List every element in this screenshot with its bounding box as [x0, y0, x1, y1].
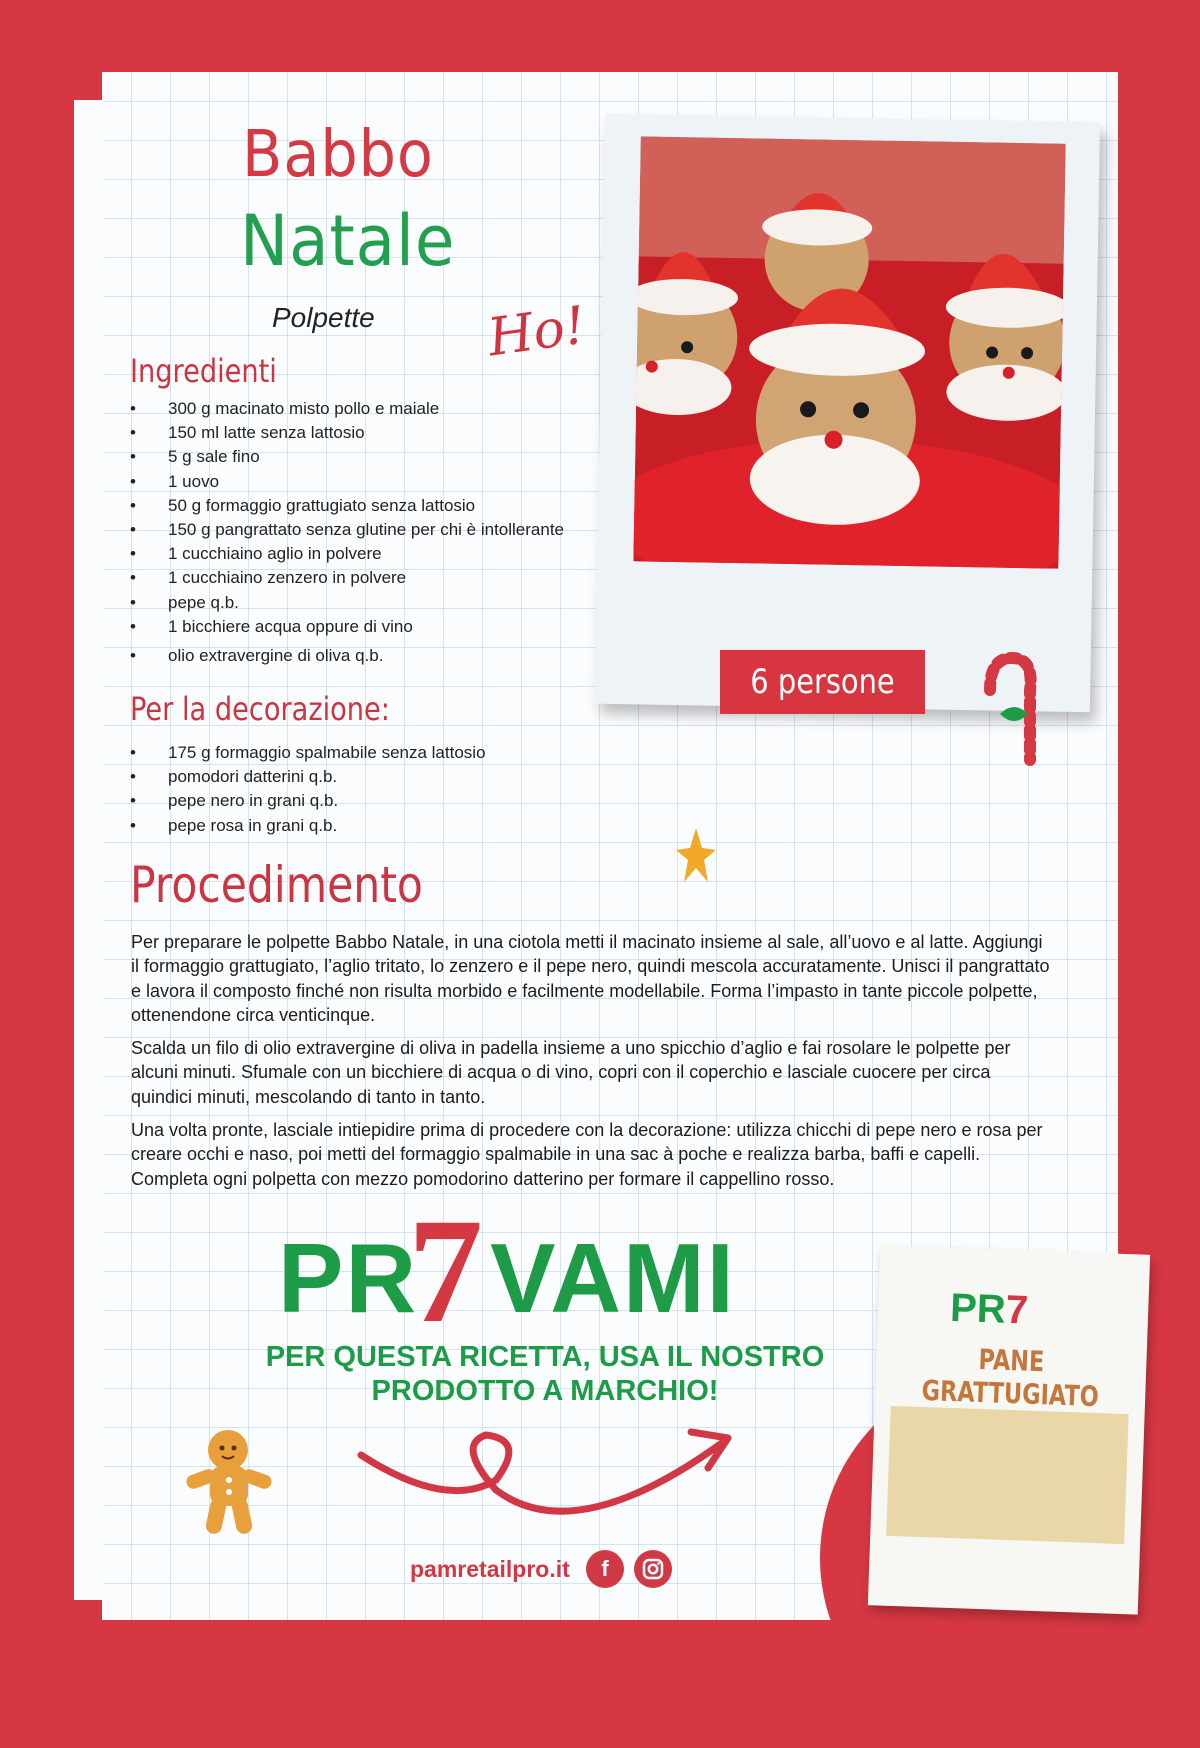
promo-line-1: PER QUESTA RICETTA, USA IL NOSTRO — [265, 1341, 825, 1373]
package-name — [902, 1340, 1120, 1413]
decoration-heading: Per la decorazione: — [130, 690, 390, 728]
website-link[interactable]: pamretailpro.it — [410, 1556, 570, 1582]
procedure-paragraph: Una volta pronte, lasciale intiepidire prima di procedere con la decorazione: utilizza chicchi di pepe nero e rosa per creare occhi e naso, poi metti del formaggio spalmabile in una sac à poche e realizza barba, baffi e capelli. Completa ogni polpetta con mezzo pomodorino datterino per formare il cappellino rosso. — [131, 1120, 1043, 1189]
procedure-paragraph: Per preparare le polpette Babbo Natale, in una ciotola metti il macinato insieme al sale, all’uovo e al latte. Aggiungi il formaggio grattugiato, l’aglio tritato, lo zenzero e il pepe nero, quindi mescola accuratamente. Unisci il pangrattato e lavora il composto finché non risulta morbido e facilmente modellabile. Forma l’impasto in tante piccole polpette, ottenendone circa venticinque. — [131, 932, 1050, 1025]
recipe-photo-frame — [595, 114, 1100, 713]
title-line-1: Babbo — [242, 118, 434, 192]
facebook-icon[interactable] — [586, 1550, 624, 1588]
servings-label: 6 persone — [750, 662, 895, 702]
list-item: • 1 cucchiaino zenzero in polvere — [130, 566, 564, 590]
list-item: • 175 g formaggio spalmabile senza lattosio — [130, 741, 486, 765]
procedure-text — [131, 930, 1051, 1200]
brand-right: VAMI — [490, 1223, 736, 1333]
product-package — [868, 1245, 1150, 1614]
procedure-heading: Procedimento — [130, 856, 423, 914]
package-logo — [949, 1286, 1028, 1334]
arrow-icon — [356, 1420, 736, 1540]
procedure-paragraph: Scalda un filo di olio extravergine di oliva in padella insieme a uno spicchio d’aglio e fai rosolare le polpette per alcuni minuti. Sfumale con un bicchiere di acqua o di vino, copri con il coperchio e lasciale cuocere per circa quindici minuti, mescolando di tanto in tanto. — [131, 1038, 1011, 1107]
list-item: • pepe q.b. — [130, 591, 564, 615]
list-item: • 300 g macinato misto pollo e maiale — [130, 397, 564, 421]
list-item: • olio extravergine di oliva q.b. — [130, 644, 564, 668]
gingerbread-man-icon — [182, 1428, 278, 1538]
package-logo-seven: 7 — [1005, 1287, 1029, 1333]
title-line-2: Natale — [240, 200, 456, 282]
list-item: • pomodori datterini q.b. — [130, 765, 486, 789]
package-line-2: GRATTUGIATO — [921, 1373, 1100, 1414]
package-window — [886, 1406, 1128, 1544]
package-logo-left: PR — [949, 1285, 1007, 1332]
list-item: • 150 ml latte senza lattosio — [130, 421, 564, 445]
ho-decoration: Ho! — [484, 295, 590, 369]
brand-logo — [278, 1222, 736, 1335]
list-item: • pepe rosa in grani q.b. — [130, 814, 486, 838]
list-item: • 1 uovo — [130, 470, 564, 494]
facebook-glyph: f — [601, 1556, 609, 1581]
star-icon — [674, 826, 718, 886]
brand-seven: 7 — [408, 1188, 483, 1354]
instagram-glyph — [634, 1550, 672, 1588]
servings-tag — [720, 650, 925, 714]
promo-line-2: PRODOTTO A MARCHIO! — [371, 1375, 719, 1407]
candy-cane-icon — [972, 650, 1044, 766]
sheet-tab — [74, 100, 104, 1600]
promo-text — [220, 1340, 870, 1408]
package-line-1: PANE — [977, 1342, 1045, 1379]
ingredients-list — [130, 397, 564, 668]
list-item: • 5 g sale fino — [130, 445, 564, 469]
ingredients-heading: Ingredienti — [130, 352, 277, 390]
recipe-subtitle: Polpette — [272, 302, 375, 333]
list-item: • pepe nero in grani q.b. — [130, 789, 486, 813]
list-item: • 1 cucchiaino aglio in polvere — [130, 542, 564, 566]
instagram-icon[interactable] — [634, 1550, 672, 1588]
decoration-list — [130, 741, 486, 838]
meatball-santa-photo — [633, 136, 1065, 568]
list-item: • 50 g formaggio grattugiato senza lattosio — [130, 494, 564, 518]
list-item: • 150 g pangrattato senza glutine per chi è intollerante — [130, 518, 564, 542]
list-item: • 1 bicchiere acqua oppure di vino — [130, 615, 564, 639]
brand-left: PR — [278, 1223, 419, 1333]
